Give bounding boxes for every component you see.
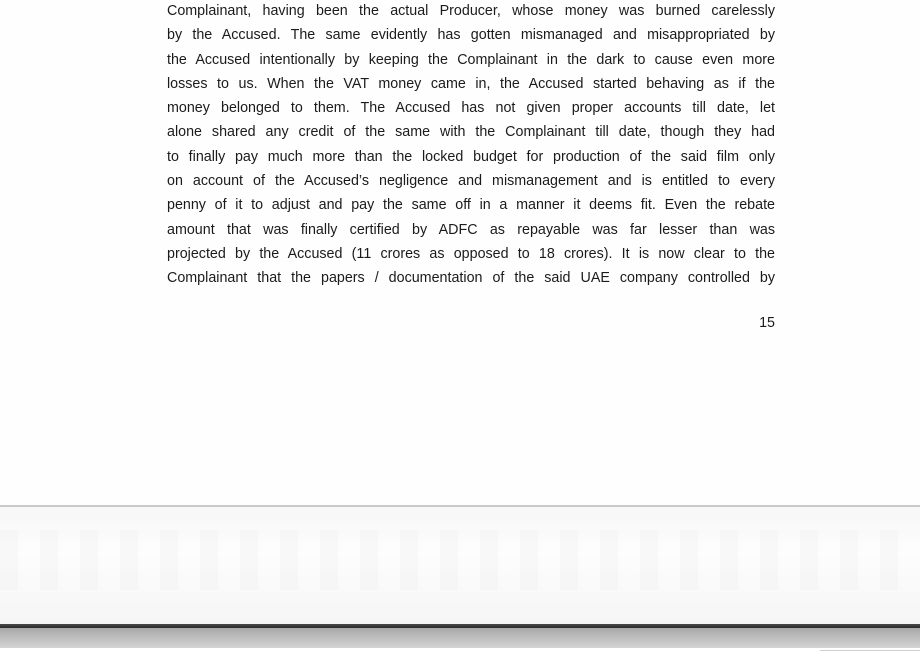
paragraph-line: Complainant that the papers / documentation of the said UAE company controlled by [167, 270, 775, 287]
paragraph-line: by the Accused. The same evidently has gotten mismanaged and misappropriated by [167, 27, 775, 44]
paragraph-line: alone shared any credit of the same with the Complainant till date, though they had [167, 124, 775, 141]
scan-bottom-margin [0, 648, 920, 664]
paragraph-line: projected by the Accused (11 crores as opposed to 18 crores). It is now clear to the [167, 245, 775, 262]
paragraph-line: penny of it to adjust and pay the same off in a manner it deems fit. Even the rebate [167, 197, 775, 214]
paragraph-line: money belonged to them. The Accused has not given proper accounts till date, let [167, 100, 775, 117]
scanner-edge-shadow [0, 628, 920, 648]
paragraph-line: amount that was finally certified by ADFC as repayable was far lesser than was [167, 221, 775, 238]
paragraph-line: on account of the Accused’s negligence and mismanagement and is entitled to every [167, 173, 775, 190]
page-number: 15 [759, 315, 775, 331]
scan-bottom-line [820, 650, 920, 651]
paragraph-line: losses to us. When the VAT money came in, the Accused started behaving as if the [167, 75, 775, 92]
bleed-through-band [0, 530, 920, 590]
paragraph-line: Complainant, having been the actual Producer, whose money was burned carelessly [167, 3, 775, 19]
paragraph-line: to finally pay much more than the locked budget for production of the said film only [167, 148, 775, 165]
body-paragraph [167, 0, 775, 291]
paragraph-line: the Accused intentionally by keeping the Complainant in the dark to cause even more [167, 51, 775, 68]
